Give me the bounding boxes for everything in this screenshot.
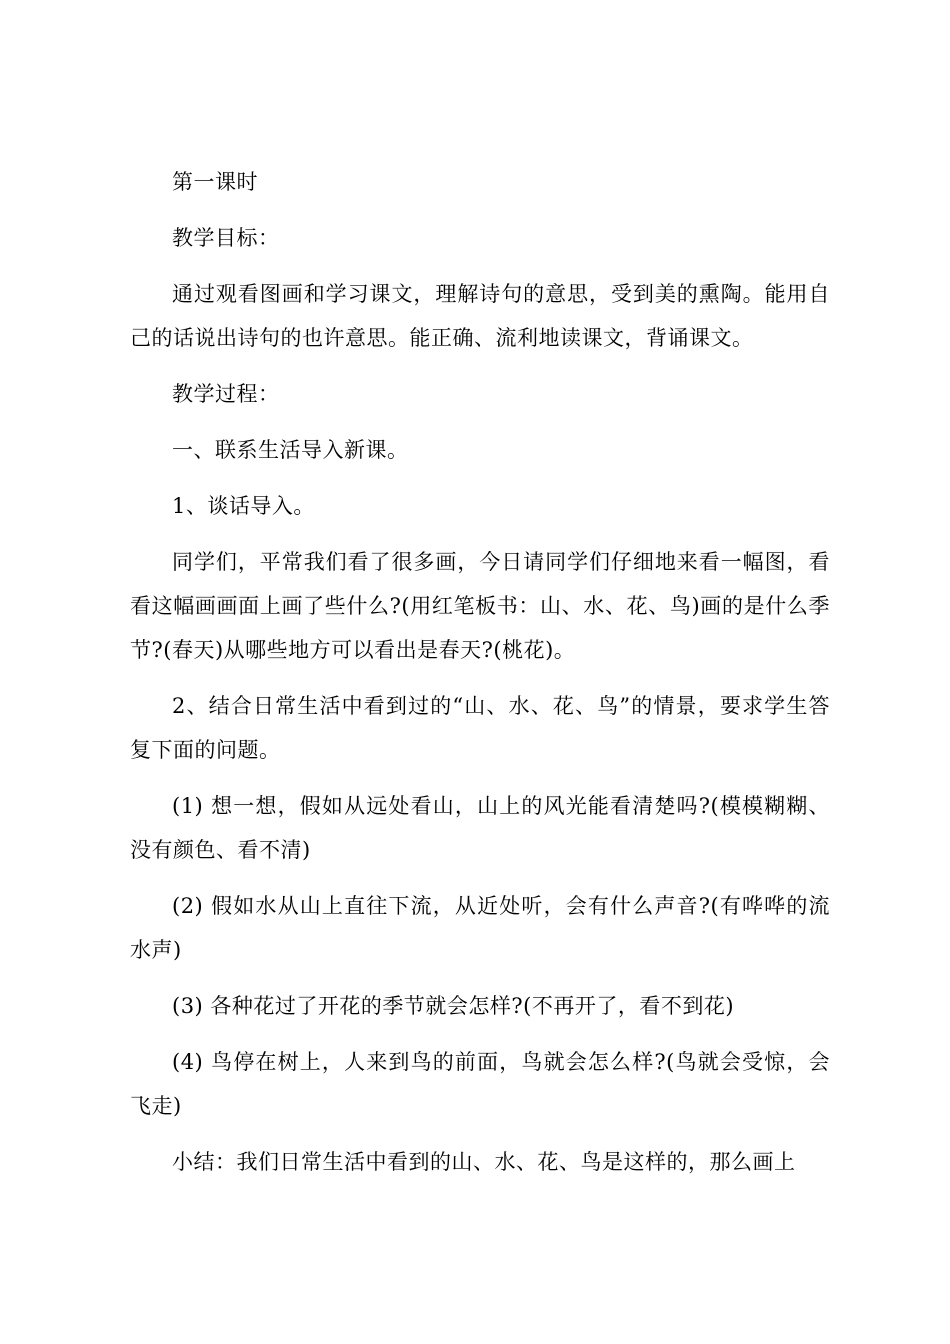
step-one-heading: 一、联系生活导入新课。 xyxy=(172,438,409,462)
goals-paragraph: 通过观看图画和学习课文，理解诗句的意思，受到美的熏陶。能用自己的话说出诗句的也许意思。能正确、流利地读课文，背诵课文。 xyxy=(130,282,830,350)
substep-heading: 1、谈话导入。 xyxy=(172,494,315,518)
question-1: (1) 想一想，假如从远处看山，山上的风光能看清楚吗?(模模糊糊、没有颜色、看不清) xyxy=(130,794,830,862)
question-3: (3) 各种花过了开花的季节就会怎样?(不再开了，看不到花) xyxy=(172,994,735,1018)
section-heading-goals: 教学目标： xyxy=(172,226,280,250)
instruction-paragraph: 2、结合日常生活中看到过的“山、水、花、鸟”的情景，要求学生答复下面的问题。 xyxy=(130,694,830,762)
summary-paragraph: 小结：我们日常生活中看到的山、水、花、鸟是这样的，那么画上 xyxy=(172,1150,796,1174)
lesson-heading: 第一课时 xyxy=(172,170,258,194)
question-2: (2) 假如水从山上直往下流，从近处听，会有什么声音?(有哗哗的流水声) xyxy=(130,894,830,962)
question-4: (4) 鸟停在树上，人来到鸟的前面，鸟就会怎么样?(鸟就会受惊，会飞走) xyxy=(130,1050,830,1118)
intro-paragraph: 同学们，平常我们看了很多画，今日请同学们仔细地来看一幅图，看看这幅画画面上画了些什么?(用红笔板书：山、水、花、鸟)画的是什么季节?(春天)从哪些地方可以看出是春天?(桃花)。 xyxy=(130,550,830,662)
section-heading-process: 教学过程： xyxy=(172,382,280,406)
document-page xyxy=(130,160,830,1196)
